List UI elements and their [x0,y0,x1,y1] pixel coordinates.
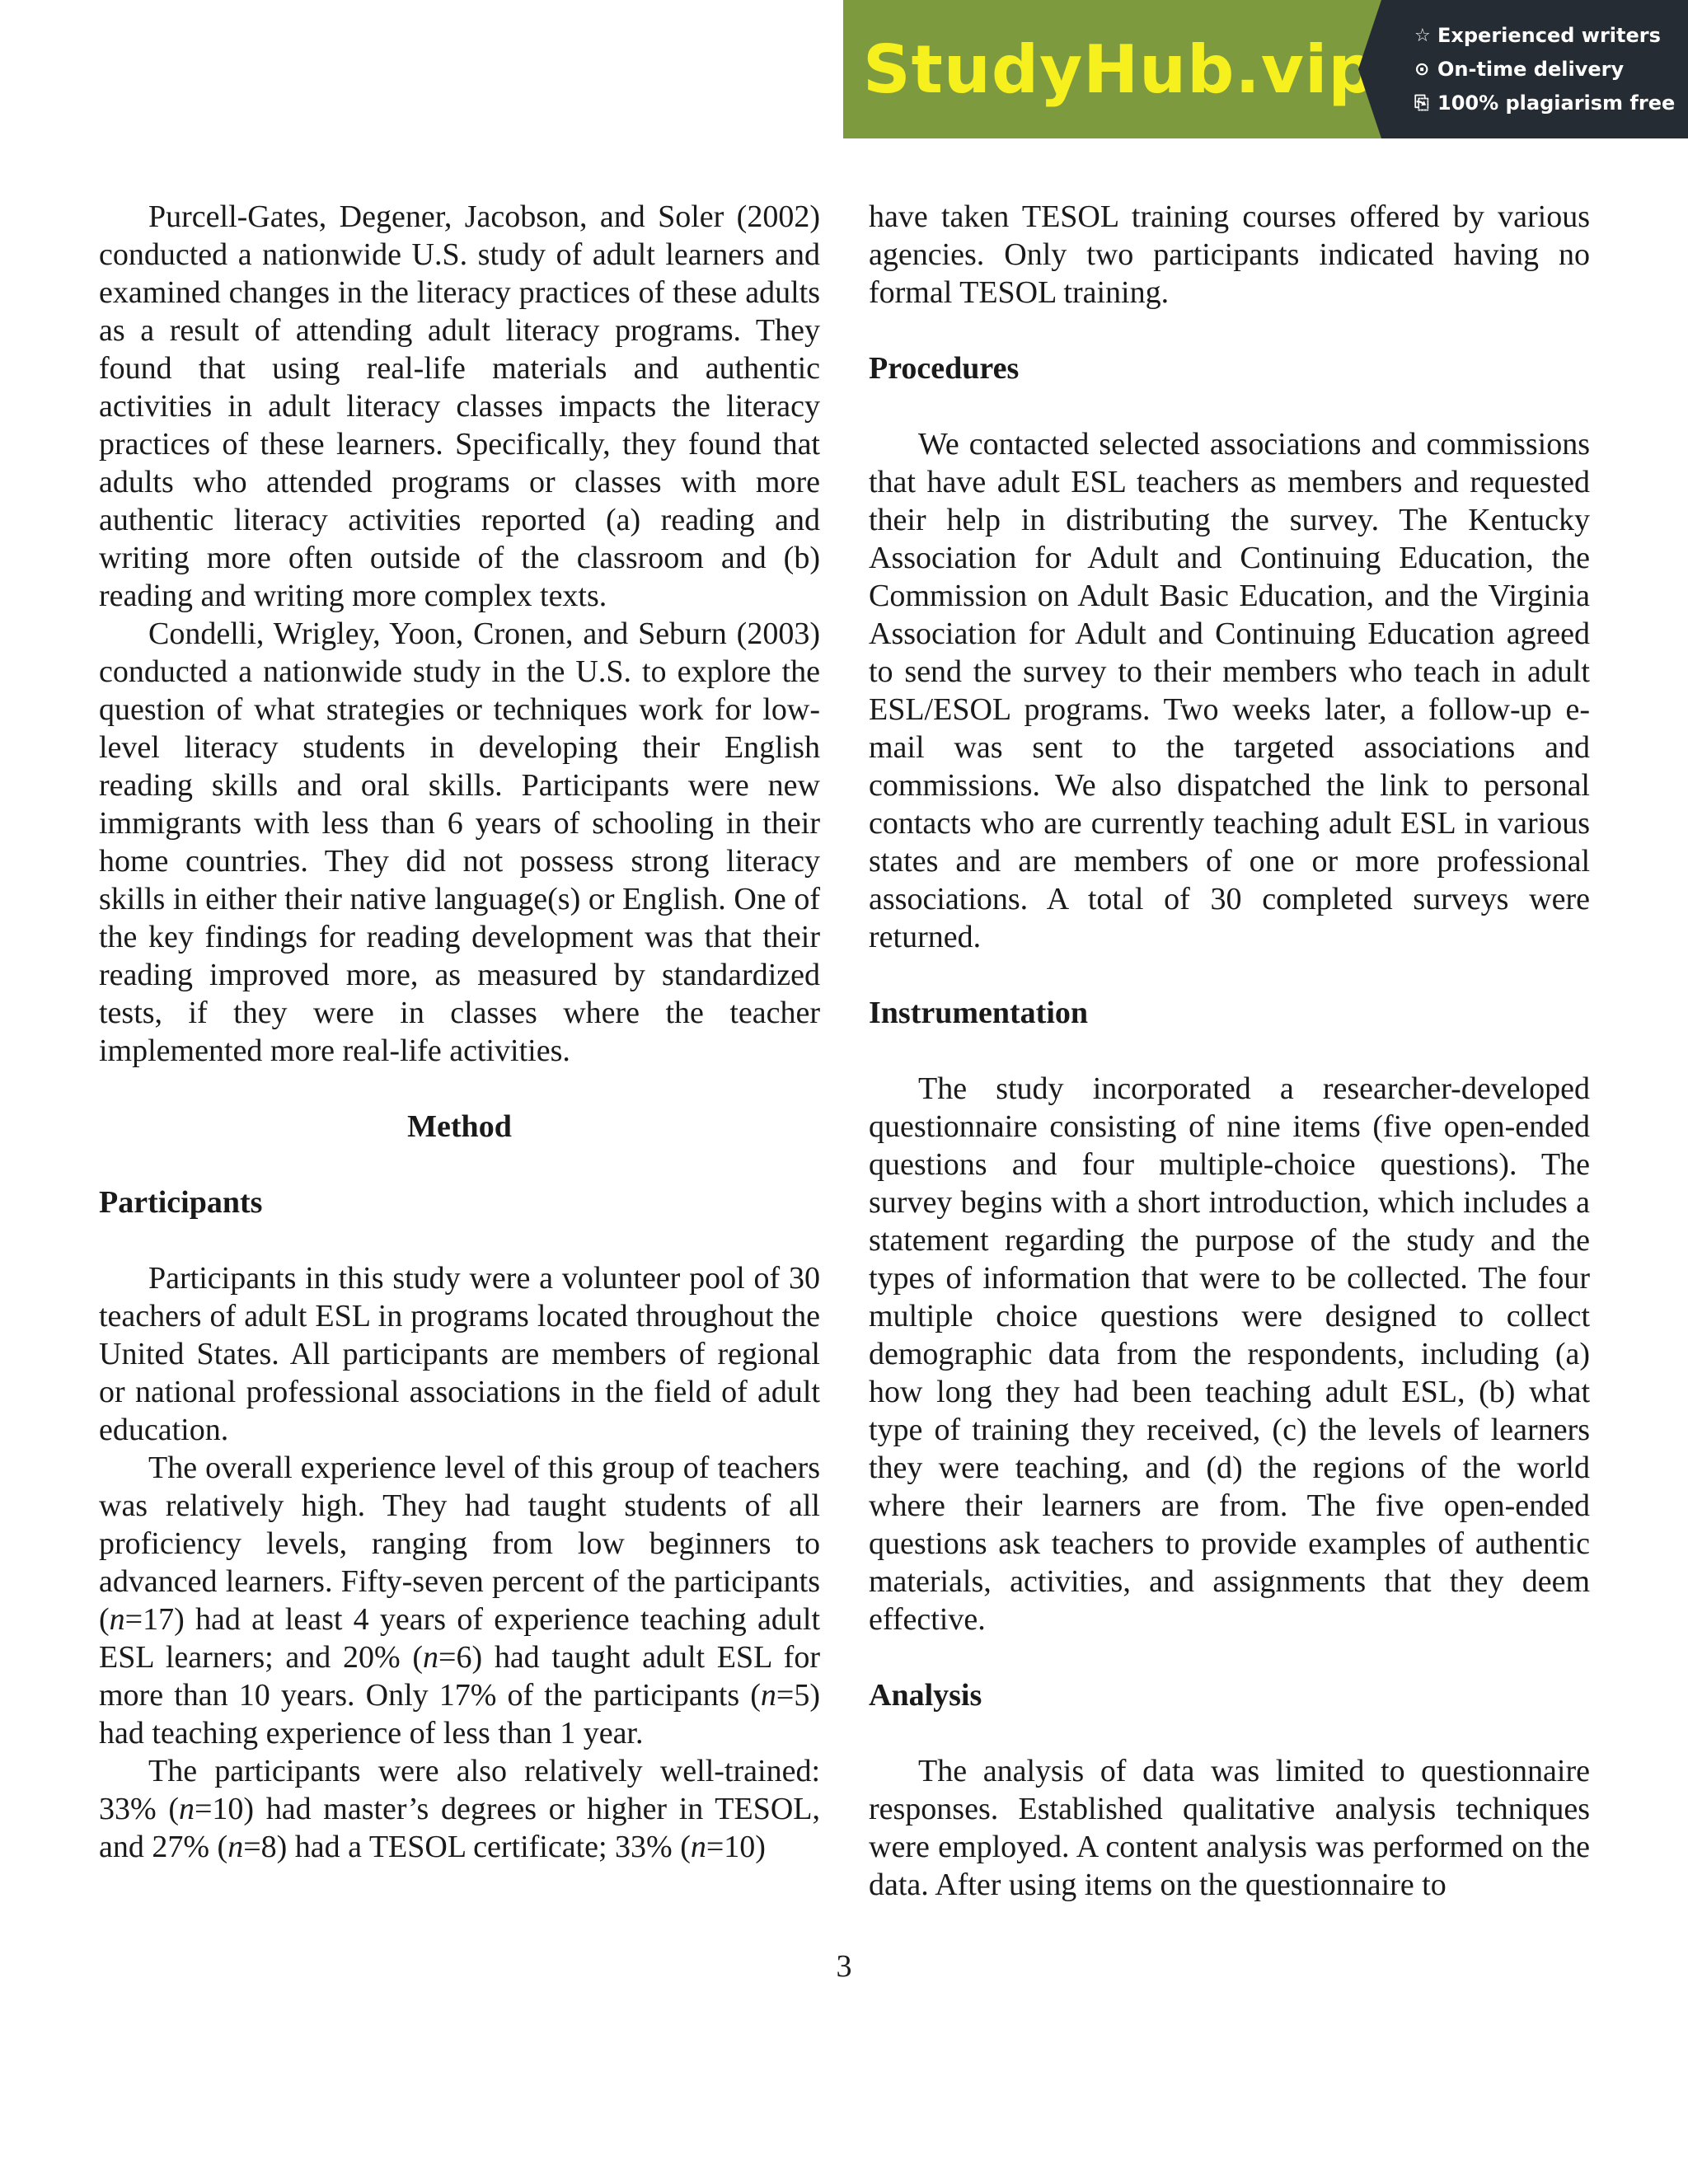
banner-logo-panel [843,0,1381,138]
studyhub-logo: StudyHub.vip [863,30,1376,108]
paragraph: The analysis of data was limited to questionnaire responses. Established qualitative analysis techniques were employed. A content analysis was performed on the data. After using items on the questionnaire to [869,1754,1590,1902]
star-icon: ☆ [1414,25,1431,46]
banner-features [1381,0,1688,138]
subsection-heading-participants: Participants [99,1185,263,1220]
paragraph: The overall experience level of this group of teachers was relatively high. They had taught students of all proficiency levels, ranging from low beginners to advanced learners. Fifty-seven percent of the participants (n=17) had at least 4 years of experience teaching adult ESL learners; and 20% (n=6) had taught adult ESL for more than 10 years. Only 17% of the participants (n=5) had teaching experience of less than 1 year. [99,1451,820,1750]
paragraph: We contacted selected associations and commissions that have adult ESL teachers as members and requested their help in distributing the survey. The Kentucky Association for Adult and Continuing Education, the Commission on Adult Basic Education, and the Virginia Association for Adult and Continuing Education agreed to send the survey to their members who teach in adult ESL/ESOL programs. Two weeks later, a follow-up e-mail was sent to the targeted associations and commissions. We also dispatched the link to personal contacts who are currently teaching adult ESL in various states and are members of one or more professional associations. A total of 30 completed surveys were returned. [869,427,1590,954]
paragraph: The participants were also relatively well-trained: 33% (n=10) had master’s degrees or higher in TESOL, and 27% (n=8) had a TESOL certificate; 33% (n=10) [99,1754,820,1864]
banner-notch [1358,0,1381,138]
feature-on-time-delivery [1414,53,1688,87]
left-column [99,198,820,1866]
subsection-heading-procedures: Procedures [869,351,1020,386]
subsection-heading-analysis: Analysis [869,1678,982,1713]
feature-label: Experienced writers [1437,24,1661,47]
feature-experienced-writers [1414,19,1688,53]
right-column [869,198,1590,1904]
paragraph: Participants in this study were a volunteer pool of 30 teachers of adult ESL in programs located throughout the United States. All participants are members of regional or national professional associations in the field of adult education. [99,1261,820,1447]
section-heading-method: Method [407,1109,512,1144]
paragraph: have taken TESOL training courses offered by various agencies. Only two participants indicated having no formal TESOL training. [869,199,1590,310]
paragraph: The study incorporated a researcher-developed questionnaire consisting of nine items (five open-ended questions and four multiple-choice questions). The survey begins with a short introduction, which includes a statement regarding the purpose of the study and the types of information that were to be collected. The four multiple choice questions were designed to collect demographic data from the respondents, including (a) how long they had been teaching adult ESL, (b) what type of training they received, (c) the levels of learners they were teaching, and (d) the regions of the world where their learners are from. The five open-ended questions ask teachers to provide examples of authentic materials, activities, and assignments that they deem effective. [869,1071,1590,1637]
paragraph: Purcell-Gates, Degener, Jacobson, and Soler (2002) conducted a nationwide U.S. study of adult learners and examined changes in the literacy practices of these adults as a result of attending adult literacy programs. They found that using real-life materials and authentic activities in adult literacy classes impacts the literacy practices of these learners. Specifically, they found that adults who attended programs or classes with more authentic literacy activities reported (a) reading and writing more often outside of the classroom and (b) reading and writing more complex texts. [99,199,820,613]
copy-icon: ⎘ [1414,92,1429,114]
feature-plagiarism-free [1414,87,1688,120]
clock-icon: ⊙ [1414,59,1430,80]
subsection-heading-instrumentation: Instrumentation [869,996,1089,1030]
studyhub-banner[interactable] [843,0,1688,138]
page-number: 3 [836,1949,852,1984]
feature-label: On-time delivery [1437,58,1625,81]
feature-label: 100% plagiarism free [1437,91,1676,115]
paragraph: Condelli, Wrigley, Yoon, Cronen, and Seburn (2003) conducted a nationwide study in the U.S. to explore the question of what strategies or techniques work for low-level literacy students in developing their English reading skills and oral skills. Participants were new immigrants with less than 6 years of schooling in their home countries. They did not possess strong literacy skills in either their native language(s) or English. One of the key findings for reading development was that their reading improved more, as measured by standardized tests, if they were in classes where the teacher implemented more real-life activities. [99,616,820,1068]
